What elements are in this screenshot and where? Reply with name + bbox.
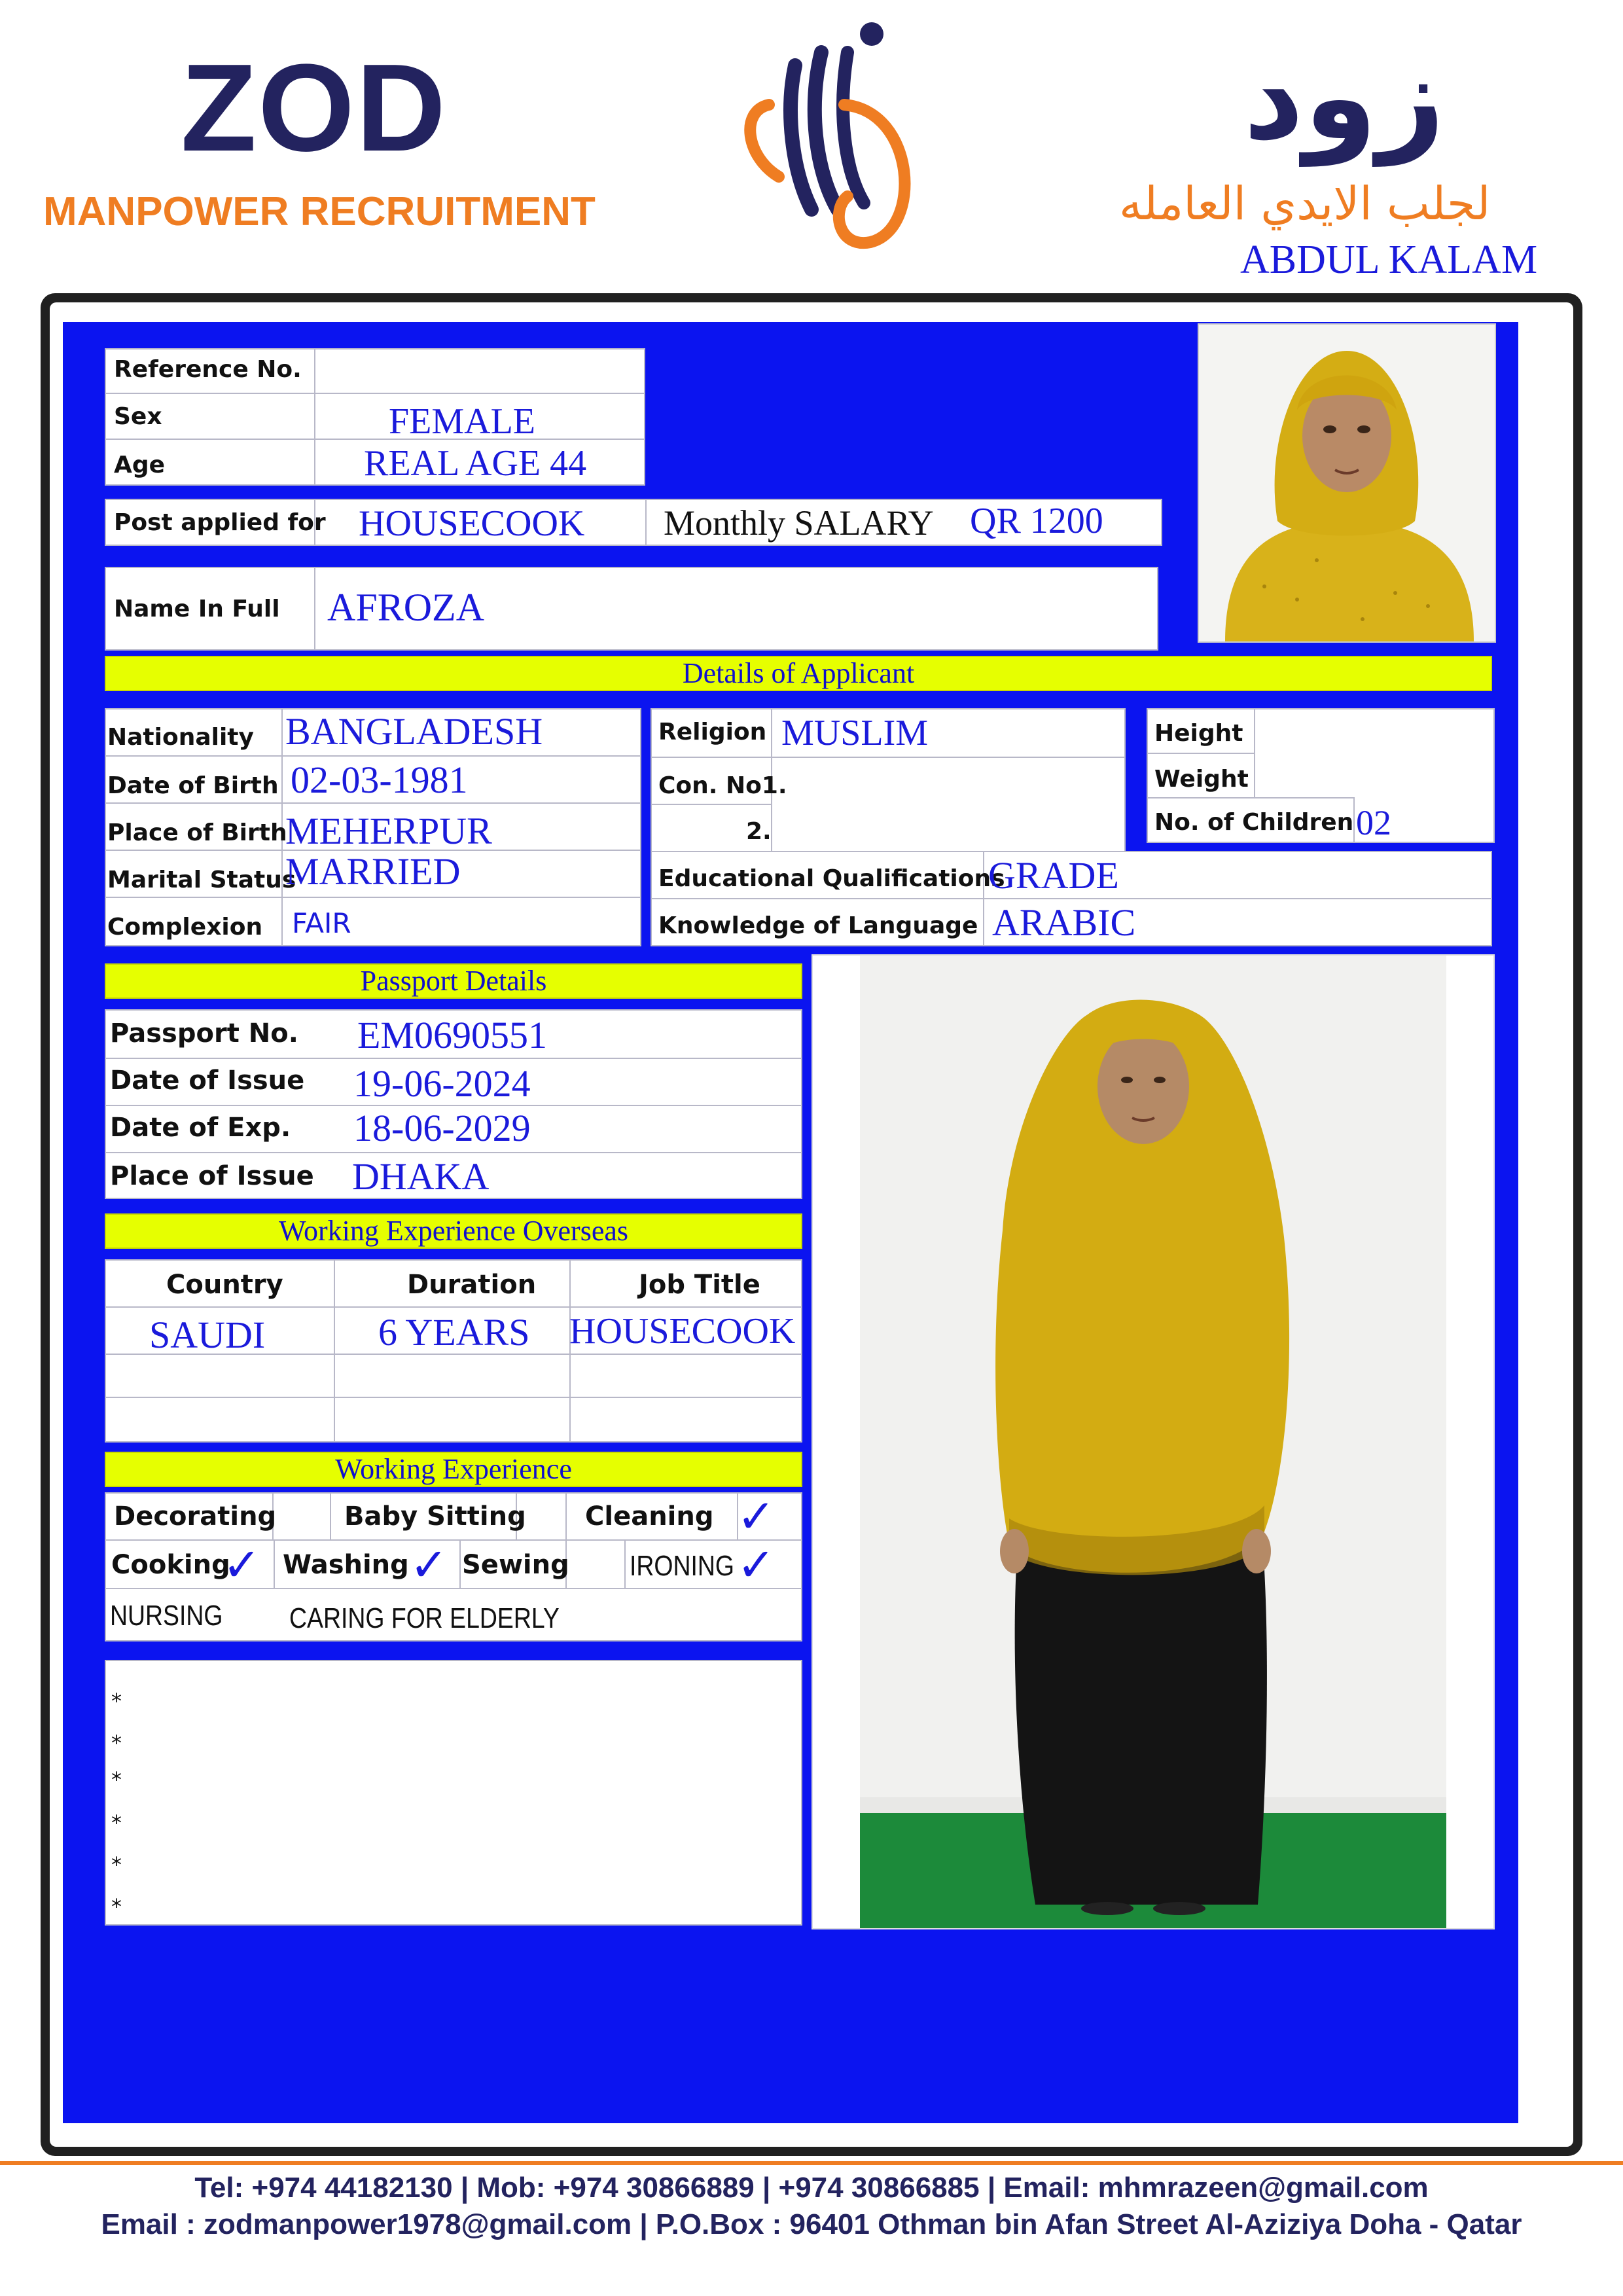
- children-value: 02: [1356, 803, 1391, 842]
- brand-logo-text: ZOD: [181, 39, 448, 177]
- post-value: HOUSECOOK: [359, 503, 585, 544]
- overseas-duration-header: Duration: [407, 1270, 537, 1300]
- salary-label: Monthly SALARY: [664, 503, 934, 543]
- name-label: Name In Full: [114, 596, 280, 622]
- notes-bullet: *: [111, 1852, 122, 1877]
- company-emblem: [733, 13, 929, 262]
- arabic-brand: زود: [1243, 29, 1445, 166]
- place-label: Place of Issue: [110, 1161, 314, 1191]
- reference-label: Reference No.: [114, 356, 302, 383]
- overseas-job-value: HOUSECOOK: [569, 1311, 796, 1352]
- height-label: Height: [1154, 720, 1243, 747]
- brand-subtitle: MANPOWER RECRUITMENT: [43, 189, 596, 234]
- con1-label: Con. No1.: [658, 772, 787, 799]
- edu-value: GRADE: [988, 854, 1119, 897]
- con2-label: 2.: [746, 818, 772, 845]
- religion-label: Religion: [658, 719, 767, 745]
- overseas-job-header: Job Title: [639, 1270, 760, 1300]
- overseas-cell: [569, 1397, 802, 1443]
- notes-bullet: *: [111, 1894, 122, 1919]
- arabic-subtitle: لجلب الايدي العامله: [1119, 177, 1491, 230]
- overseas-country-header: Country: [166, 1270, 283, 1300]
- issue-label: Date of Issue: [110, 1066, 305, 1096]
- marital-value: MARRIED: [285, 850, 461, 893]
- complexion-value: FAIR: [292, 907, 351, 939]
- agent-name: ABDUL KALAM: [1240, 238, 1538, 282]
- overseas-cell: [569, 1354, 802, 1398]
- overseas-duration-value: 6 YEARS: [378, 1311, 530, 1354]
- lang-label: Knowledge of Language: [658, 912, 978, 939]
- notes-bullet: *: [111, 1689, 122, 1713]
- weight-label: Weight: [1154, 766, 1249, 793]
- footer-contact-line-1: Tel: +974 44182130 | Mob: +974 30866889 | +974 30866885 | Email: mhmrazeen@gmail.com: [194, 2172, 1429, 2204]
- age-value: REAL AGE 44: [364, 443, 587, 484]
- salary-value: QR 1200: [970, 501, 1103, 541]
- place-value: DHAKA: [352, 1155, 490, 1198]
- applicant-full-length-photo: [812, 954, 1495, 1929]
- notes-bullet: *: [111, 1810, 122, 1835]
- overseas-country-value: SAUDI: [149, 1314, 266, 1356]
- notes-box: [105, 1660, 802, 1926]
- notes-bullet: *: [111, 1731, 122, 1755]
- skill-nursing: NURSING: [110, 1600, 223, 1632]
- skill-caring-elderly: CARING FOR ELDERLY: [289, 1602, 560, 1634]
- skill-washing: Washing: [283, 1550, 409, 1580]
- notes-bullet: *: [111, 1767, 122, 1792]
- exp-label: Date of Exp.: [110, 1113, 291, 1143]
- religion-value: MUSLIM: [781, 713, 929, 753]
- overseas-cell: [105, 1354, 335, 1398]
- marital-label: Marital Status: [107, 867, 296, 893]
- sex-label: Sex: [114, 403, 162, 430]
- name-value: AFROZA: [327, 586, 485, 629]
- washing-check-icon: ✓: [410, 1538, 448, 1592]
- dob-label: Date of Birth: [107, 772, 279, 799]
- passport-no-label: Passport No.: [110, 1018, 298, 1049]
- children-label: No. of Children: [1154, 809, 1354, 836]
- skill-check-cell: [565, 1539, 626, 1589]
- issue-value: 19-06-2024: [353, 1062, 531, 1105]
- overseas-cell: [105, 1397, 335, 1443]
- cooking-check-icon: ✓: [223, 1538, 261, 1592]
- complexion-label: Complexion: [107, 914, 263, 941]
- pob-value: MEHERPUR: [285, 810, 492, 852]
- post-label: Post applied for: [114, 509, 326, 536]
- overseas-header: Working Experience Overseas: [105, 1213, 802, 1249]
- skill-ironing: IRONING: [630, 1550, 734, 1582]
- age-label: Age: [114, 452, 166, 478]
- pob-label: Place of Birth: [107, 819, 287, 846]
- details-header: Details of Applicant: [105, 656, 1492, 691]
- lang-value: ARABIC: [992, 901, 1136, 944]
- overseas-cell: [334, 1397, 571, 1443]
- ironing-check-icon: ✓: [737, 1538, 776, 1592]
- overseas-cell: [334, 1354, 571, 1398]
- footer-orange-rule: [0, 2161, 1623, 2165]
- passport-no-value: EM0690551: [357, 1014, 547, 1056]
- passport-header: Passport Details: [105, 963, 802, 999]
- applicant-portrait-photo: [1198, 323, 1496, 643]
- skill-decorating: Decorating: [114, 1501, 277, 1532]
- skill-check-cell: [272, 1492, 331, 1541]
- nationality-value: BANGLADESH: [285, 710, 543, 753]
- skill-baby-sitting: Baby Sitting: [344, 1501, 526, 1532]
- nationality-label: Nationality: [107, 724, 254, 751]
- edu-label: Educational Qualifications: [658, 865, 1005, 892]
- skills-header: Working Experience: [105, 1452, 802, 1487]
- cleaning-check-icon: ✓: [737, 1490, 776, 1543]
- skill-sewing: Sewing: [462, 1550, 569, 1580]
- dob-value: 02-03-1981: [291, 759, 468, 801]
- sex-value: FEMALE: [389, 401, 535, 442]
- exp-value: 18-06-2029: [353, 1107, 531, 1149]
- footer-contact-line-2: Email : zodmanpower1978@gmail.com | P.O.Box : 96401 Othman bin Afan Street Al-Aziziya Doha - Qatar: [101, 2208, 1522, 2240]
- skill-cooking: Cooking: [111, 1550, 230, 1580]
- reference-value-cell: [314, 348, 645, 394]
- skill-cleaning: Cleaning: [585, 1501, 714, 1532]
